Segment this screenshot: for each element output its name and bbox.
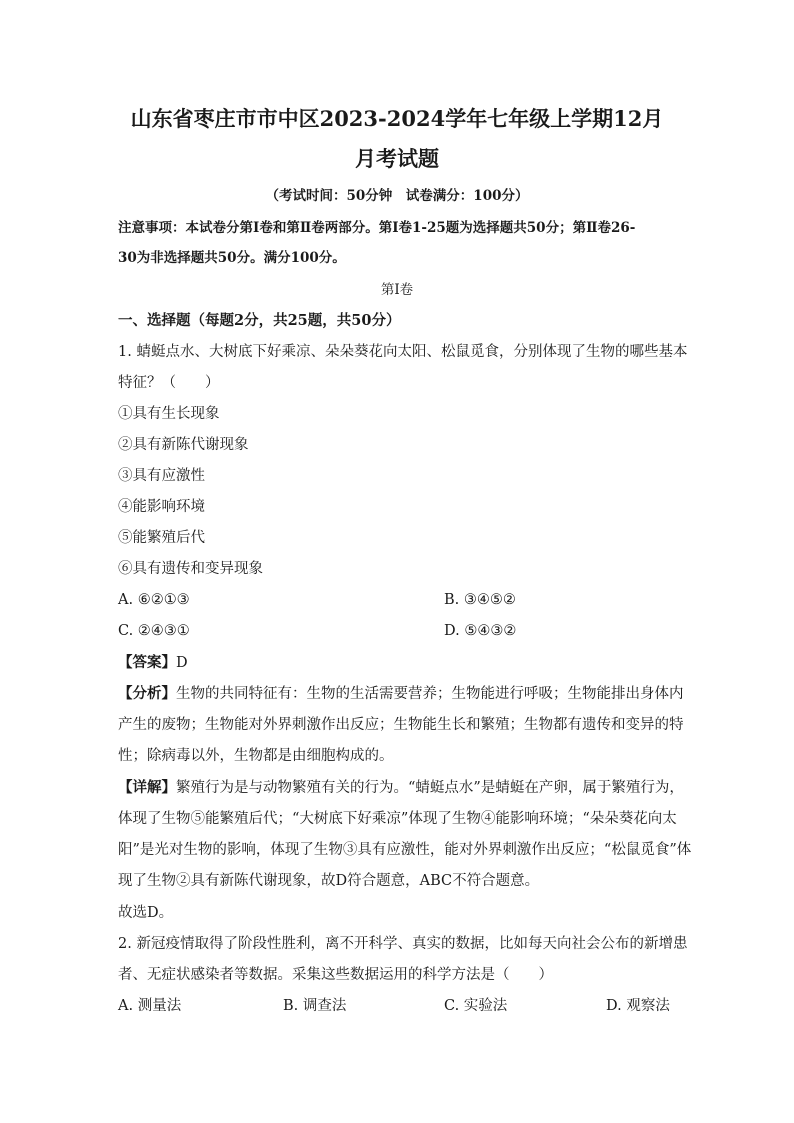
document-title-line1: 山东省枣庄市市中区2023-2024学年七年级上学期12月 xyxy=(130,106,664,131)
question-1-option-a: A. ⑥②①③ xyxy=(118,592,190,608)
question-1-item: ⑤能繁殖后代 xyxy=(118,530,205,546)
answer-label: 【答案】 xyxy=(118,654,176,671)
question-1-detail-line4: 现了生物②具有新陈代谢现象，故D符合题意，ABC不符合题意。 xyxy=(118,873,540,889)
question-1-stem-line2: 特征？（ ） xyxy=(118,375,220,391)
question-2-option-b: B. 调查法 xyxy=(283,998,347,1014)
question-1-option-c: C. ②④③① xyxy=(118,623,190,639)
question-2-option-c: C. 实验法 xyxy=(444,998,508,1014)
question-2-option-d: D. 观察法 xyxy=(606,998,670,1014)
question-1-answer xyxy=(118,653,188,673)
question-1-item: ④能影响环境 xyxy=(118,499,205,515)
analysis-label: 【分析】 xyxy=(118,685,176,702)
document-title-line2: 月考试题 xyxy=(355,146,439,171)
answer-value: D xyxy=(176,655,188,671)
question-1-analysis-line1 xyxy=(118,684,684,704)
question-1-item: ②具有新陈代谢现象 xyxy=(118,437,249,453)
notice-line2: 30为非选择题共50分。满分100分。 xyxy=(118,250,346,266)
detail-text: 繁殖行为是与动物繁殖有关的行为。“蜻蜓点水”是蜻蜓在产卵，属于繁殖行为， xyxy=(176,780,684,796)
part-heading: 一、选择题（每题2分，共25题，共50分） xyxy=(118,312,401,329)
question-1-option-b: B. ③④⑤② xyxy=(444,592,516,608)
notice-line1 xyxy=(118,218,635,238)
question-1-item: ①具有生长现象 xyxy=(118,406,220,422)
question-1-analysis-line3: 性；除病毒以外，生物都是由细胞构成的。 xyxy=(118,748,394,764)
question-1-option-d: D. ⑤④③② xyxy=(444,623,517,639)
question-1-item: ③具有应激性 xyxy=(118,468,205,484)
question-1-analysis-line2: 产生的废物；生物能对外界刺激作出反应；生物能生长和繁殖；生物都有遗传和变异的特 xyxy=(118,717,684,733)
question-1-stem-line1: 1. 蜻蜓点水、大树底下好乘凉、朵朵葵花向太阳、松鼠觅食，分别体现了生物的哪些基本 xyxy=(118,344,688,360)
analysis-text: 生物的共同特征有：生物的生活需要营养；生物能进行呼吸；生物能排出身体内 xyxy=(176,686,684,702)
question-2-option-a: A. 测量法 xyxy=(118,998,182,1014)
question-1-detail-line3: 阳”是光对生物的影响，体现了生物③具有应激性，能对外界刺激作出反应；“松鼠觅食”体 xyxy=(118,842,692,858)
section-title: 第Ⅰ卷 xyxy=(380,282,414,298)
question-1-conclusion: 故选D。 xyxy=(118,905,174,921)
question-1-detail-line2: 体现了生物⑤能繁殖后代；“大树底下好乘凉”体现了生物④能影响环境；“朵朵葵花向太 xyxy=(118,811,677,827)
question-2-stem-line2: 者、无症状感染者等数据。采集这些数据运用的科学方法是（ ） xyxy=(118,967,553,983)
detail-label: 【详解】 xyxy=(118,779,176,796)
question-1-detail-line1 xyxy=(118,778,684,798)
notice-label: 注意事项： xyxy=(118,220,186,236)
notice-text: 本试卷分第Ⅰ卷和第Ⅱ卷两部分。第Ⅰ卷1-25题为选择题共50分；第Ⅱ卷26- xyxy=(185,220,636,236)
question-1-item: ⑥具有遗传和变异现象 xyxy=(118,561,263,577)
exam-info: （考试时间：50分钟 试卷满分：100分） xyxy=(265,188,529,204)
question-2-stem-line1: 2. 新冠疫情取得了阶段性胜利，离不开科学、真实的数据，比如每天向社会公布的新增患 xyxy=(118,936,688,952)
